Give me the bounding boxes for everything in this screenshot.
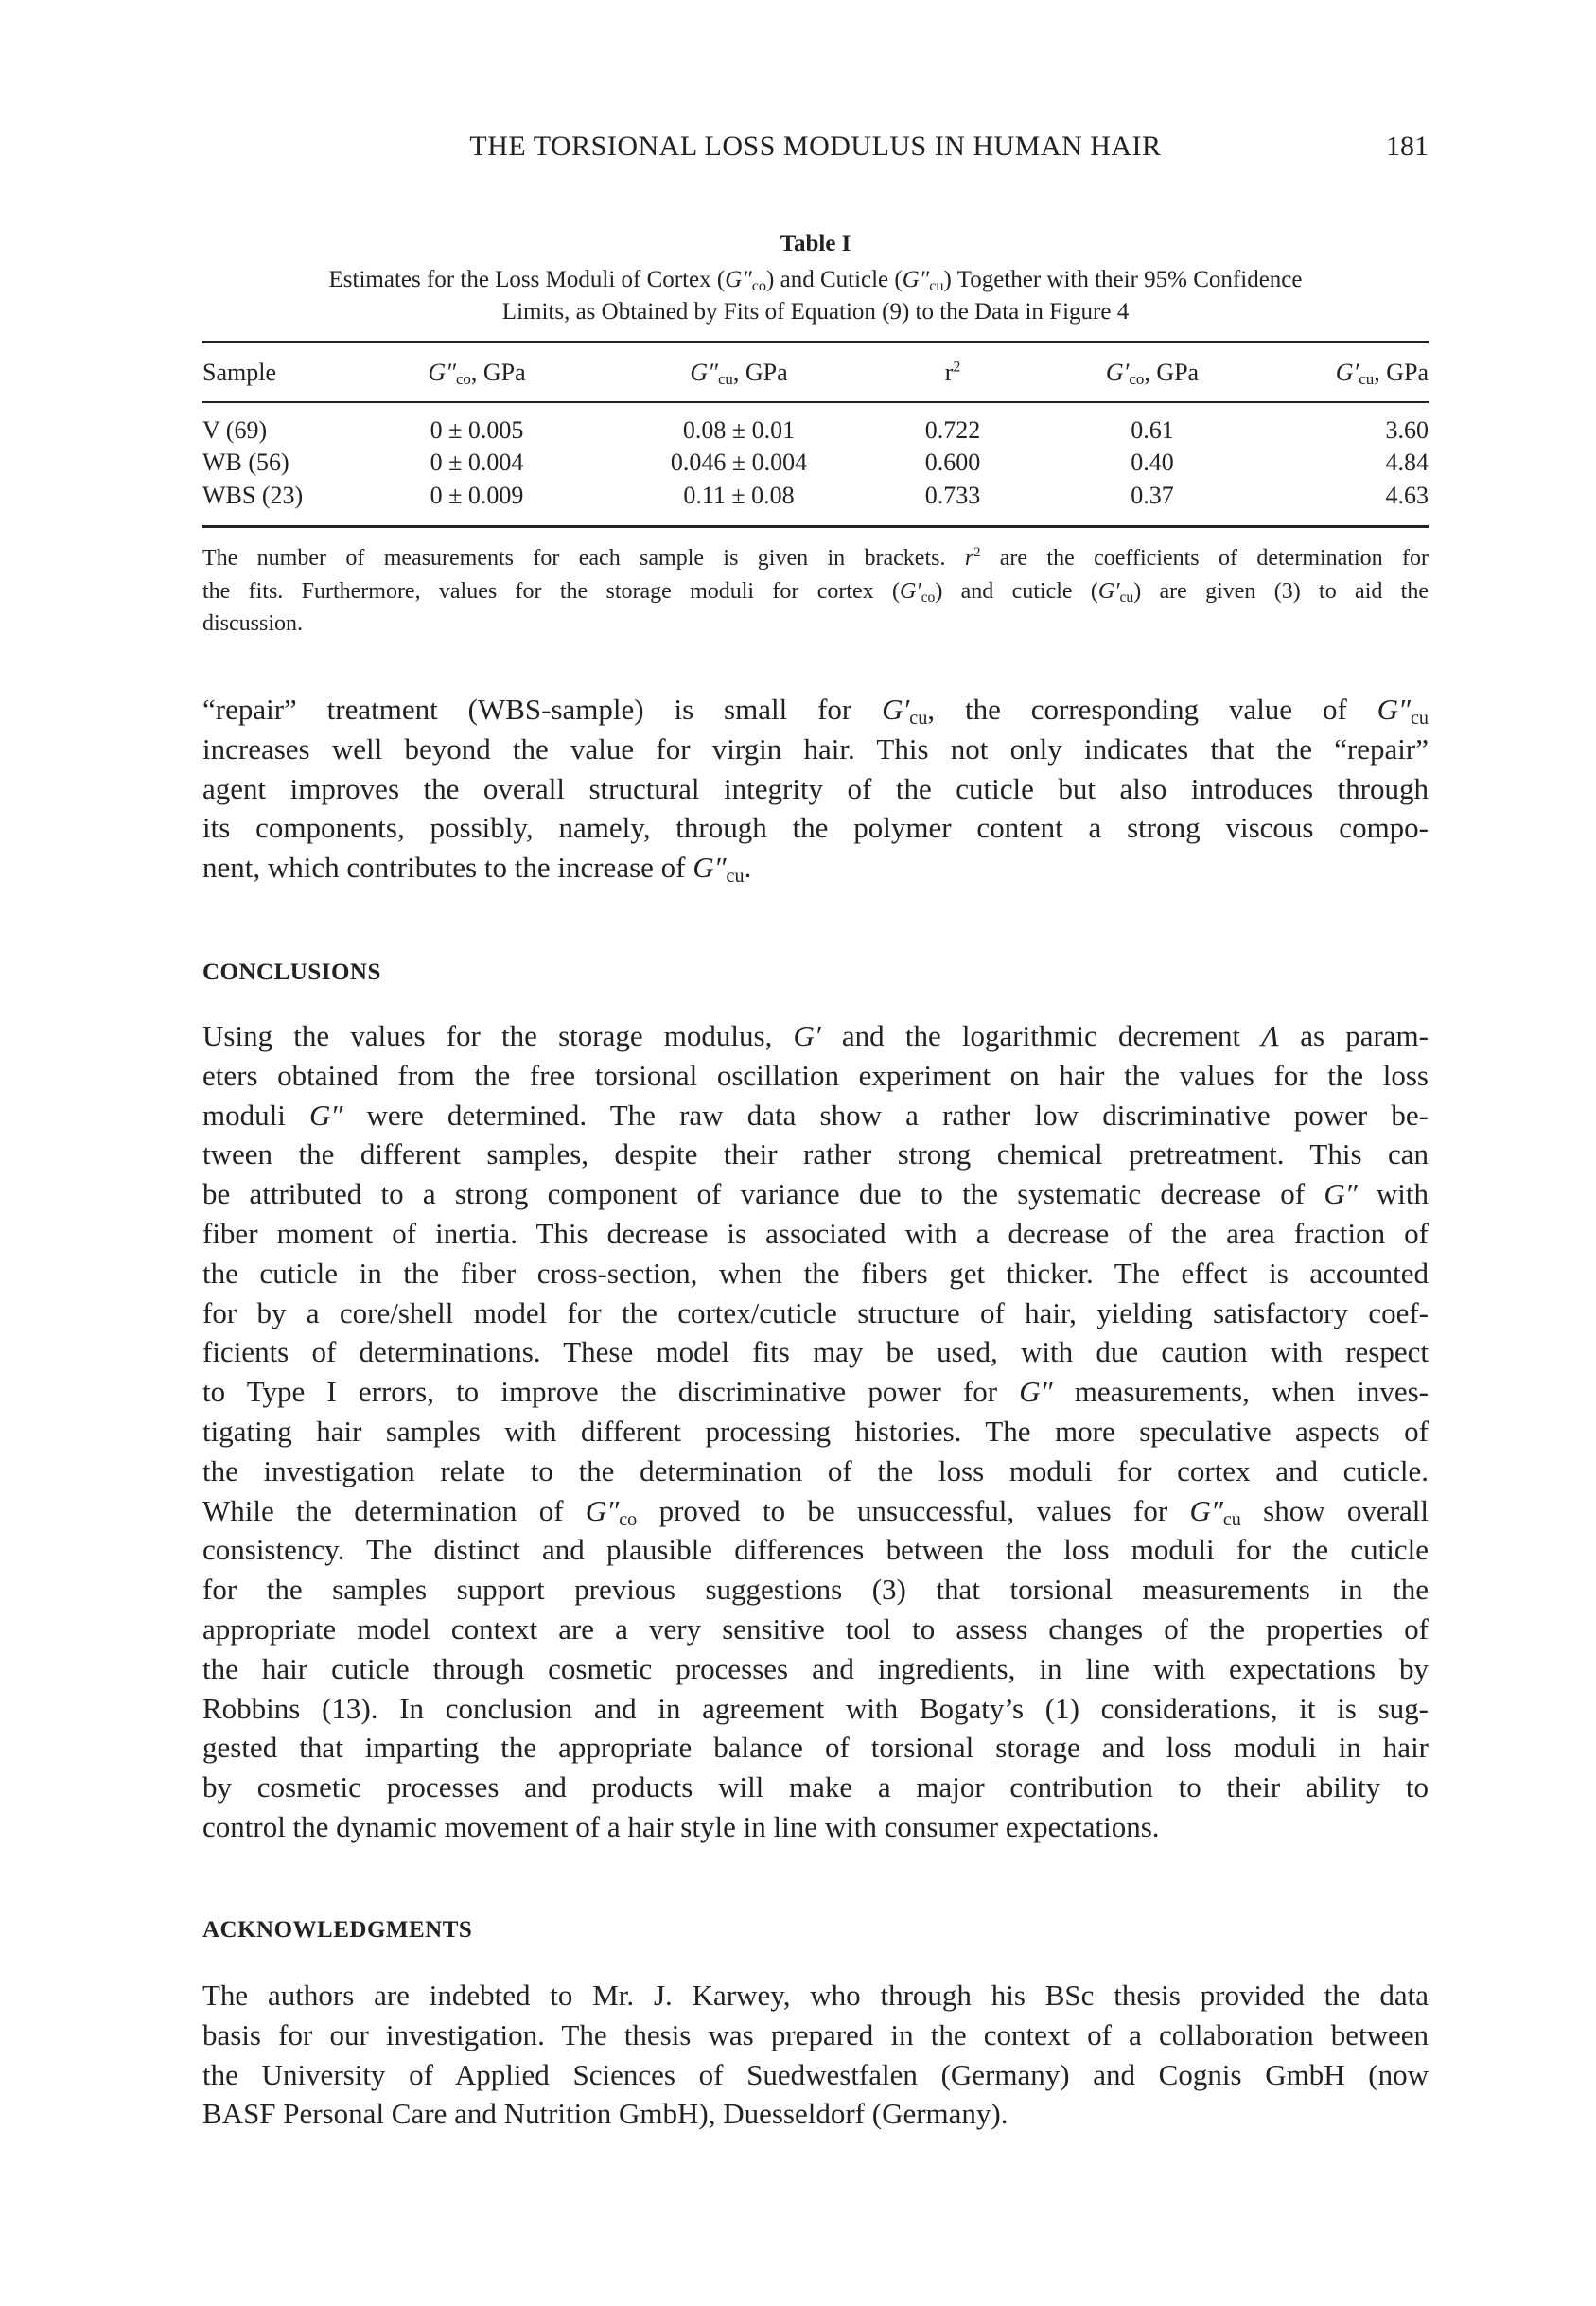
text-run: proved to be unsuccessful, values for (637, 1493, 1190, 1527)
table-top-rule (202, 341, 1429, 343)
text-line (202, 1768, 1429, 1807)
cell-g2-cortex: 0 ± 0.009 (430, 482, 524, 509)
text-line (202, 1976, 1429, 2016)
text-run: show overall (1240, 1493, 1429, 1527)
text-run: , GPa (1374, 359, 1429, 386)
text-line (202, 575, 1429, 608)
text-run: as param- (1279, 1019, 1429, 1052)
text-run: nent, which contributes to the increase of (202, 851, 693, 885)
text-line (202, 1016, 1429, 1056)
text-run: gested that imparting the appropriate balance of torsional storage and loss moduli in hair (202, 1731, 1429, 1765)
math-symbol: G″ (690, 359, 718, 386)
cell-sample: WB (56) (202, 449, 289, 476)
cell-g2-cortex: 0 ± 0.004 (430, 449, 524, 476)
text-line (202, 808, 1429, 848)
text-run: fiber moment of inertia. This decrease is associated with a decrease of the area fraction of (202, 1216, 1429, 1250)
math-symbol: G″ (725, 267, 752, 292)
text-line (202, 690, 1429, 730)
subscript: co (1129, 370, 1145, 389)
text-line (202, 1294, 1429, 1333)
header-g1-cuticle (1336, 359, 1429, 387)
text-run: Sample (202, 359, 276, 386)
text-run: ) Together with their 95% Confidence (943, 267, 1303, 292)
cell-g1-cortex: 0.37 (1131, 482, 1174, 509)
text-run: Limits, as Obtained by Fits of Equation (9) to the Data in Figure 4 (501, 299, 1130, 325)
table-header-rule (202, 401, 1429, 403)
text-run: Robbins (13). In conclusion and in agreement with Bogaty’s (1) considerations, it is sug- (202, 1691, 1429, 1725)
text-run: eters obtained from the free torsional oscillation experiment on hair the values for the loss (202, 1058, 1429, 1092)
continuation-paragraph (202, 690, 1429, 888)
text-run: r (944, 359, 954, 386)
header-sample (202, 359, 276, 387)
conclusions-heading: CONCLUSIONS (202, 959, 381, 985)
cell-g1-cortex: 0.40 (1131, 449, 1174, 476)
table-row (202, 416, 1429, 449)
text-run: discussion. (202, 611, 304, 636)
math-symbol: G″ (1189, 1493, 1223, 1527)
cell-r2: 0.722 (924, 416, 981, 444)
subscript: cu (726, 866, 745, 888)
math-symbol: G′ (1105, 359, 1130, 386)
text-run: Using the values for the storage modulus, (202, 1019, 794, 1052)
text-line (202, 1530, 1429, 1570)
text-run: consistency. The distinct and plausible differences between the loss moduli for the cuticle (202, 1533, 1429, 1567)
math-symbol: r (964, 546, 974, 571)
text-line (202, 1096, 1429, 1135)
text-line (202, 296, 1429, 328)
text-run: basis for our investigation. The thesis was prepared in the context of a collaboration between (202, 2017, 1429, 2051)
cell-g1-cortex: 0.61 (1131, 416, 1174, 444)
text-run: be attributed to a strong component of variance due to the systematic decrease of (202, 1177, 1324, 1211)
text-run: , GPa (1144, 359, 1200, 386)
text-line (202, 730, 1429, 769)
cell-g1-cuticle: 4.63 (1385, 482, 1429, 509)
subscript: cu (929, 277, 944, 295)
subscript: co (921, 589, 936, 606)
text-run: with (1357, 1177, 1429, 1211)
text-run: agent improves the overall structural integrity of the cuticle but also introduces through (202, 771, 1429, 805)
superscript: 2 (953, 359, 961, 376)
text-run: , GPa (732, 359, 788, 386)
text-run: “repair” treatment (WBS-sample) is small for (202, 693, 883, 726)
text-run: BASF Personal Care and Nutrition GmbH), Duesseldorf (Germany). (202, 2097, 1008, 2131)
math-symbol: G″ (428, 359, 456, 386)
math-symbol: G″ (1377, 693, 1411, 726)
text-line (202, 1412, 1429, 1452)
subscript: cu (1119, 589, 1134, 606)
text-line (202, 1135, 1429, 1174)
text-line (202, 1649, 1429, 1689)
text-run: moduli (202, 1098, 310, 1132)
text-run: ) and Cuticle ( (766, 267, 903, 292)
conclusions-paragraph (202, 1016, 1429, 1847)
text-line (202, 1610, 1429, 1649)
text-line (202, 769, 1429, 809)
math-symbol: G′ (1335, 359, 1359, 386)
subscript: cu (1359, 370, 1375, 389)
table-header-row (202, 359, 1429, 391)
text-run: increases well beyond the value for virgin hair. This not only indicates that the “repair” (202, 731, 1429, 766)
cell-g2-cuticle: 0.08 ± 0.01 (682, 416, 796, 444)
math-symbol: G″ (1019, 1375, 1053, 1409)
text-run: , GPa (470, 359, 526, 386)
text-run: appropriate model context are a very sensitive tool to assess changes of the properties of (202, 1611, 1429, 1646)
text-run: The number of measurements for each sample is given in brackets. (202, 546, 965, 571)
text-run: its components, possibly, namely, through the polymer content a strong viscous compo- (202, 811, 1429, 845)
text-line (202, 2055, 1429, 2095)
text-run: ficients of determinations. These model fits may be used, with due caution with respect (202, 1335, 1429, 1369)
math-symbol: G′ (882, 693, 910, 726)
table-row (202, 482, 1429, 514)
text-run: were determined. The raw data show a rather low discriminative power be- (342, 1098, 1429, 1132)
running-title: THE TORSIONAL LOSS MODULUS IN HUMAN HAIR (469, 131, 1162, 162)
subscript: co (455, 370, 471, 389)
table-caption (202, 264, 1429, 328)
text-run: the investigation relate to the determination of the loss moduli for cortex and cuticle. (202, 1453, 1429, 1487)
text-run: The authors are indebted to Mr. J. Karwey, who through his BSc thesis provided the data (202, 1979, 1429, 2012)
text-line (202, 2016, 1429, 2055)
text-line (202, 1254, 1429, 1294)
text-line (202, 1174, 1429, 1214)
cell-g1-cuticle: 3.60 (1385, 416, 1429, 444)
text-run: Estimates for the Loss Moduli of Cortex ( (328, 267, 726, 292)
subscript: cu (1410, 708, 1429, 730)
text-run: for the samples support previous suggestions (3) that torsional measurements in the (202, 1573, 1429, 1607)
table-row (202, 449, 1429, 481)
text-run: for by a core/shell model for the cortex/cuticle structure of hair, yielding satisfactory coef- (202, 1295, 1429, 1329)
text-line (202, 848, 1429, 888)
text-run: by cosmetic processes and products will make a major contribution to their ability to (202, 1770, 1429, 1804)
text-run: are the coefficients of determination for (980, 546, 1429, 571)
math-symbol: G″ (902, 267, 930, 292)
text-run: , the corresponding value of (927, 693, 1377, 726)
text-run: tigating hair samples with different processing histories. The more speculative aspects of (202, 1414, 1429, 1448)
superscript: 2 (973, 545, 981, 560)
table-label: Table I (780, 231, 851, 256)
text-line (202, 2094, 1429, 2134)
math-symbol: G′ (900, 578, 921, 604)
running-header (202, 131, 1429, 168)
text-run: ) are given (3) to aid the (1133, 578, 1429, 604)
cell-g2-cortex: 0 ± 0.005 (430, 416, 524, 444)
cell-g2-cuticle: 0.046 ± 0.004 (670, 449, 808, 476)
text-run: . (744, 851, 752, 885)
header-r2 (896, 359, 1009, 387)
subscript: co (619, 1508, 638, 1530)
math-symbol: G″ (1324, 1177, 1358, 1211)
math-symbol: G″ (693, 851, 727, 885)
acknowledgments-heading: ACKNOWLEDGMENTS (202, 1917, 473, 1943)
cell-sample: V (69) (202, 416, 268, 444)
table-bottom-rule (202, 525, 1429, 528)
math-symbol: G″ (309, 1098, 343, 1132)
text-line (202, 542, 1429, 575)
text-line (202, 264, 1429, 296)
text-line (202, 1452, 1429, 1491)
acknowledgments-paragraph (202, 1976, 1429, 2134)
text-line (202, 1491, 1429, 1531)
text-run: the fits. Furthermore, values for the storage moduli for cortex ( (202, 578, 900, 604)
text-run: ) and cuticle ( (935, 578, 1098, 604)
cell-sample: WBS (23) (202, 482, 304, 509)
subscript: cu (1222, 1508, 1241, 1530)
text-run: While the determination of (202, 1493, 586, 1527)
text-run: the cuticle in the fiber cross-section, when the fibers get thicker. The effect is accounted (202, 1256, 1429, 1290)
math-symbol: G″ (585, 1493, 620, 1527)
math-symbol: G′ (793, 1019, 821, 1052)
subscript: cu (717, 370, 733, 389)
text-line (202, 1214, 1429, 1254)
subscript: cu (909, 708, 928, 730)
math-symbol: G′ (1097, 578, 1120, 604)
text-run: the University of Applied Sciences of Suedwestfalen (Germany) and Cognis GmbH (now (202, 2057, 1429, 2091)
text-line (202, 607, 1429, 641)
text-line (202, 1689, 1429, 1729)
header-g2-cuticle (625, 359, 852, 387)
text-run: and the logarithmic decrement (820, 1019, 1262, 1052)
cell-g1-cuticle: 4.84 (1385, 449, 1429, 476)
math-symbol: Λ (1261, 1019, 1280, 1052)
subscript: co (751, 277, 767, 295)
text-run: control the dynamic movement of a hair style in line with consumer expectations. (202, 1809, 1160, 1843)
text-run: to Type I errors, to improve the discriminative power for (202, 1375, 1020, 1409)
text-run: tween the different samples, despite their rather strong chemical pretreatment. This can (202, 1137, 1429, 1171)
text-run: the hair cuticle through cosmetic processes and ingredients, in line with expectations by (202, 1651, 1429, 1685)
text-line (202, 1056, 1429, 1096)
text-line (202, 1807, 1429, 1847)
cell-r2: 0.600 (924, 449, 981, 476)
text-line (202, 1332, 1429, 1372)
header-g1-cortex (1077, 359, 1228, 387)
cell-r2: 0.733 (924, 482, 981, 509)
cell-g2-cuticle: 0.11 ± 0.08 (683, 482, 795, 509)
text-line (202, 1570, 1429, 1610)
header-g2-cortex (382, 359, 571, 387)
text-run: measurements, when inves- (1052, 1375, 1429, 1409)
table-note (202, 542, 1429, 641)
text-line (202, 1728, 1429, 1768)
text-line (202, 1372, 1429, 1412)
page-number: 181 (1386, 131, 1429, 162)
